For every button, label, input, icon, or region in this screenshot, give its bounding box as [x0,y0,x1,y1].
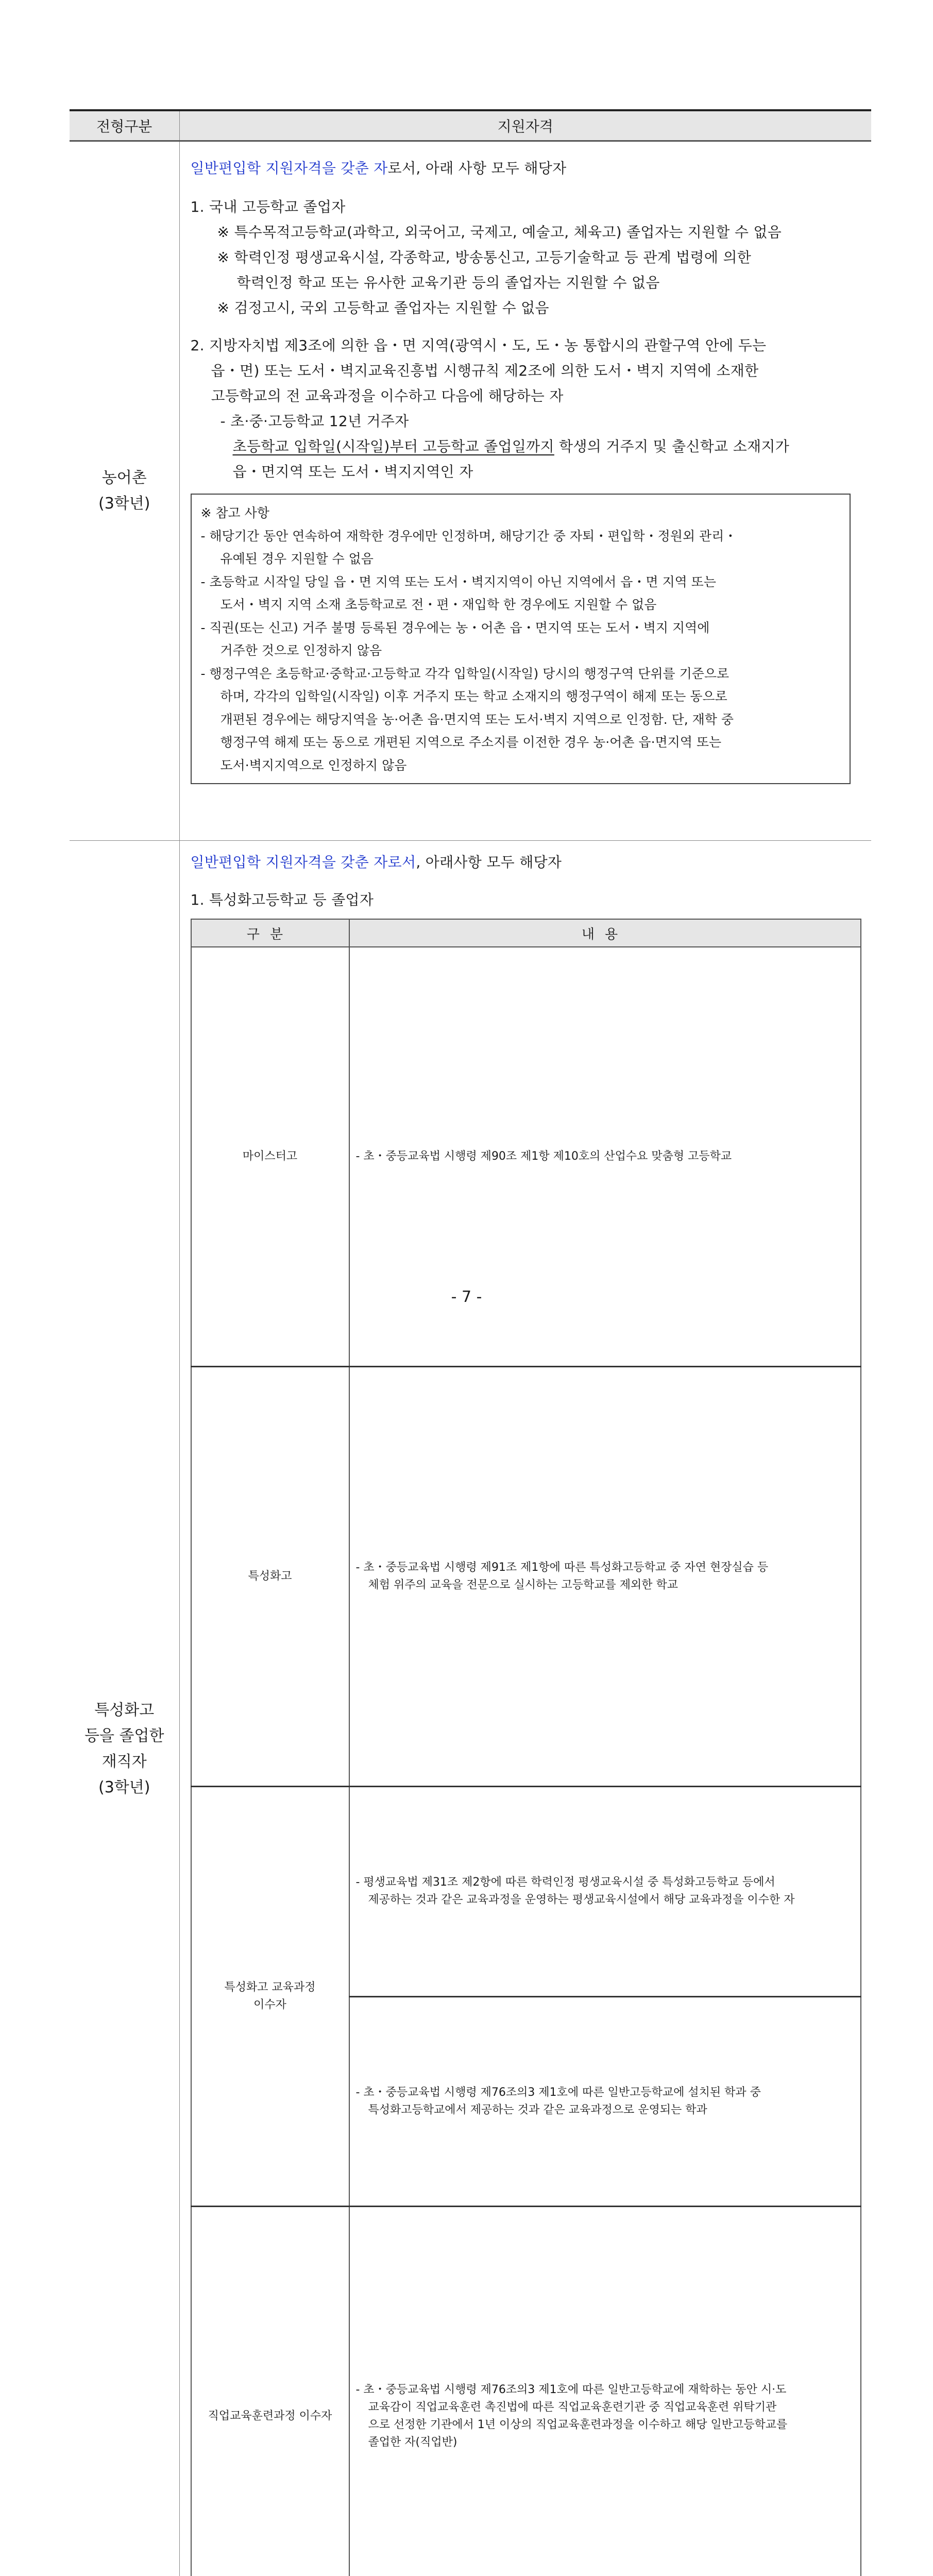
note-line: - 해당기간 동안 연속하여 재학한 경우에만 인정하며, 해당기간 중 자퇴・편입학・정원외 관리・ [201,525,845,548]
note-line: - 행정구역은 초등학교·중학교·고등학교 각각 입학일(시작일) 당시의 행정구역 단위를 기준으로 [201,663,845,686]
type-name: 직업교육훈련과정 이수자 [191,2207,349,2576]
underlined-period: 초등학교 입학일(시작일)부터 고등학교 졸업일까지 [233,438,554,455]
name-line: 이수자 [198,1996,343,2014]
note-line: 개편된 경우에는 해당지역을 농·어촌 읍·면지역 또는 도서·벽지 지역으로 인정함. 단, 재학 중 [201,708,845,732]
desc-line: - 초・중등교육법 시행령 제90조 제1항 제10호의 산업수요 맞춤형 고등학교 [356,1148,854,1165]
note-line: 하며, 각각의 입학일(시작일) 이후 거주지 또는 학교 소재지의 행정구역이 해제 또는 동으로 [201,685,845,708]
type-name: 마이스터고 [191,947,349,1367]
desc-line: 졸업한 자(직업반) [356,2434,854,2451]
school-type-table [191,919,861,2576]
note-title: ※ 참고 사항 [201,502,845,525]
desc-line: - 초・중등교육법 시행령 제91조 제1항에 따른 특성화고등학교 중 자연 현장실습 등 [356,1559,854,1577]
note-line: 행정구역 해제 또는 동으로 개편된 지역으로 주소지를 이전한 경우 농·어촌 읍·면지역 또는 [201,731,845,754]
sub-header-content: 내용 [349,919,861,947]
name-line: 특성화고 교육과정 [198,1979,343,1996]
desc-line: - 평생교육법 제31조 제2항에 따른 학력인정 평생교육시설 중 특성화고등학교 등에서 [356,1874,854,1891]
desc-line: 제공하는 것과 같은 교육과정을 운영하는 평생교육시설에서 해당 교육과정을 이수한 자 [356,1891,854,1909]
rural-item-1-note: ※ 학력인정 평생교육시설, 각종학교, 방송통신고, 고등기술학교 등 관계 법령에 의한 [191,245,862,270]
table-row-rural [70,141,871,841]
eligibility-vocational [179,841,871,2576]
desc-line: 으로 선정한 기관에서 1년 이상의 직업교육훈련과정을 이수하고 해당 일반고등학교를 [356,2416,854,2434]
rural-item-1-note: ※ 특수목적고등학교(과학고, 외국어고, 국제고, 예술고, 체육고) 졸업자는 지원할 수 없음 [191,219,862,245]
category-line: (3학년) [70,491,179,517]
type-desc [349,1787,861,1997]
sub-header-row [191,919,861,947]
type-desc [349,1996,861,2207]
category-line: 농어촌 [70,465,179,491]
note-line: 도서·벽지지역으로 인정하지 않음 [201,754,845,777]
note-line: - 초등학교 시작일 당일 읍・면 지역 또는 도서・벽지지역이 아닌 지역에서 읍・면 지역 또는 [201,571,845,594]
rural-item-2: 고등학교의 전 교육과정을 이수하고 다음에 해당하는 자 [191,383,862,409]
page-number: - 7 - [0,1288,933,1306]
category-vocational [70,841,179,2576]
note-line: 유예된 경우 지원할 수 없음 [201,548,845,571]
type-name: 특성화고 [191,1367,349,1787]
rural-item-2: 읍・면) 또는 도서・벽지교육진흥법 시행규칙 제2조에 의한 도서・벽지 지역에 소재한 [191,358,862,383]
rural-item-2-sub-detail [191,434,862,459]
table-row [191,2207,861,2576]
sub-detail-text: 학생의 거주지 및 출신학교 소재지가 [554,438,789,455]
desc-line: - 초・중등교육법 시행령 제76조의3 제1호에 따른 일반고등학교에 재학하는 동안 시·도 [356,2381,854,2399]
type-name [191,1787,349,2207]
table-header-row [70,110,871,141]
eligibility-rural [179,141,871,841]
eligibility-table [70,109,871,2576]
rural-item-1-note: ※ 검정고시, 국외 고등학교 졸업자는 지원할 수 없음 [191,295,862,320]
rural-item-2: 2. 지방자치법 제3조에 의한 읍・면 지역(광역시・도, 도・농 통합시의 관할구역 안에 두는 [191,333,862,358]
category-rural [70,141,179,841]
desc-line: - 초・중등교육법 시행령 제76조의3 제1호에 따른 일반고등학교에 설치된 학과 중 [356,2084,854,2102]
type-desc [349,2207,861,2576]
intro-highlight: 일반편입학 지원자격을 갖춘 자 [191,160,388,177]
rural-item-1-note: 학력인정 학교 또는 유사한 교육기관 등의 졸업자는 지원할 수 없음 [191,270,862,295]
header-category: 전형구분 [70,110,179,141]
desc-line: 교육감이 직업교육훈련 촉진법에 따른 직업교육훈련기관 중 직업교육훈련 위탁기관 [356,2399,854,2416]
reference-note-box [191,494,851,784]
table-row [191,1787,861,1997]
note-line: 거주한 것으로 인정하지 않음 [201,639,845,663]
table-row-vocational [70,841,871,2576]
category-line: 특성화고 [70,1698,179,1723]
category-line: (3학년) [70,1775,179,1801]
category-line: 등을 졸업한 [70,1723,179,1749]
rural-item-2-sub-detail: 읍・면지역 또는 도서・벽지지역인 자 [191,459,862,484]
desc-line: 체험 위주의 교육을 전문으로 실시하는 고등학교를 제외한 학교 [356,1577,854,1594]
category-line: 재직자 [70,1749,179,1775]
vocational-intro [191,850,862,875]
rural-item-1: 1. 국내 고등학교 졸업자 [191,194,862,219]
header-eligibility: 지원자격 [179,110,871,141]
desc-line: 특성화고등학교에서 제공하는 것과 같은 교육과정으로 운영되는 학과 [356,2102,854,2119]
intro-text: , 아래사항 모두 해당자 [416,854,562,871]
note-line: 도서・벽지 지역 소재 초등학교로 전・편・재입학 한 경우에도 지원할 수 없음 [201,594,845,617]
rural-item-2-sub: - 초·중·고등학교 12년 거주자 [191,409,862,434]
intro-text: 로서, 아래 사항 모두 해당자 [388,160,567,177]
table-row [191,1367,861,1787]
sub-header-type: 구분 [191,919,349,947]
note-line: - 직권(또는 신고) 거주 불명 등록된 경우에는 농・어촌 읍・면지역 또는 도서・벽지 지역에 [201,617,845,640]
rural-intro [191,156,862,181]
type-desc [349,1367,861,1787]
vocational-item-1: 1. 특성화고등학교 등 졸업자 [191,887,862,912]
intro-highlight: 일반편입학 지원자격을 갖춘 자로서 [191,854,416,871]
